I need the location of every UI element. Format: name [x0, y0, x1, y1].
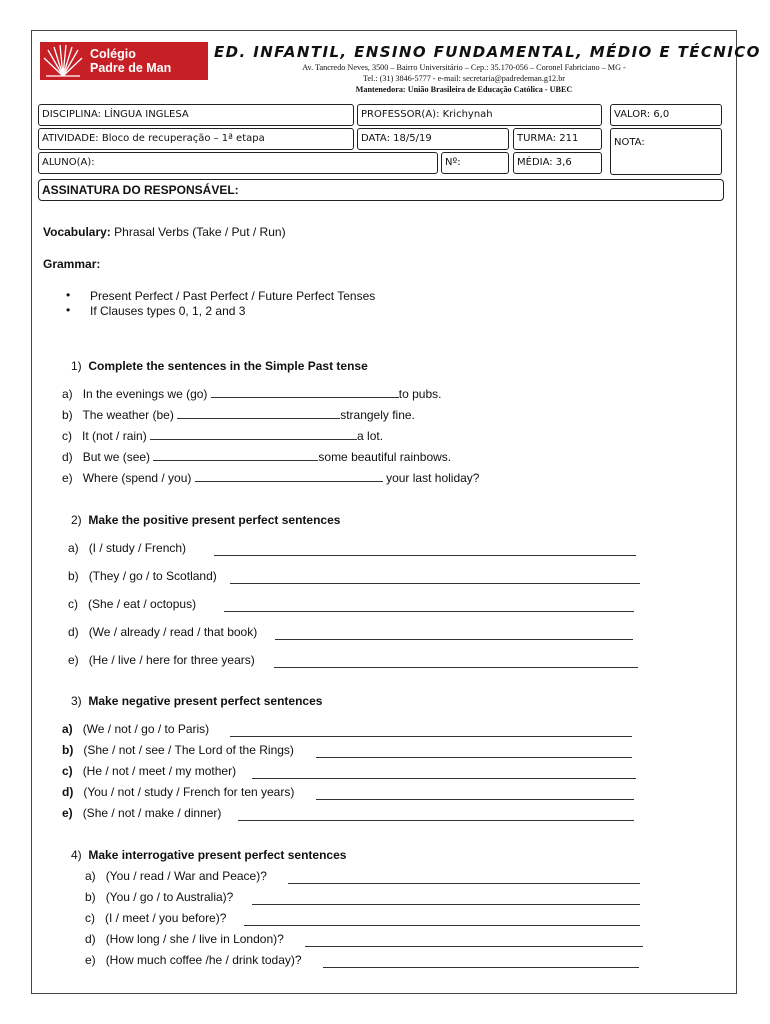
item-letter: e): [62, 806, 73, 820]
item-text: some beautiful rainbows.: [318, 450, 452, 464]
answer-blank[interactable]: [230, 573, 640, 584]
answer-blank[interactable]: [316, 789, 634, 800]
item-text: (I / meet / you before)?: [105, 911, 227, 925]
item-text: (They / go / to Scotland): [88, 569, 217, 583]
address-line: Av. Tancredo Neves, 3500 – Bairro Universitário – Cep.: 35.170-056 – Coronel Fabriciano – MG -: [302, 63, 626, 72]
exercise-2-item-e: [68, 653, 255, 667]
exercise-3-item-b: [62, 743, 294, 757]
item-text: (He / live / here for three years): [88, 653, 255, 667]
turma-field: TURMA: 211: [513, 128, 602, 150]
exercise-4-item-b: [85, 890, 233, 904]
item-letter: a): [62, 722, 73, 736]
item-text: (How much coffee /he / drink today)?: [105, 953, 302, 967]
school-address: [214, 62, 714, 95]
item-text: a lot.: [357, 429, 384, 443]
nota-field: NOTA:: [610, 128, 722, 175]
exercise-1-item-d: [62, 450, 451, 464]
exercise-number: 4): [71, 848, 82, 862]
item-text: But we (see): [82, 450, 154, 464]
item-letter: e): [68, 653, 79, 667]
exercise-2-item-a: [68, 541, 186, 555]
exercise-2-heading: [71, 513, 340, 527]
answer-blank[interactable]: [195, 471, 383, 482]
exercise-title: Make interrogative present perfect sentences: [88, 848, 347, 862]
exercise-4-item-d: [85, 932, 284, 946]
item-text: (She / not / make / dinner): [82, 806, 222, 820]
exercise-number: 3): [71, 694, 82, 708]
vocabulary-text: Phrasal Verbs (Take / Put / Run): [114, 225, 286, 239]
item-letter: e): [62, 471, 73, 485]
item-letter: d): [68, 625, 79, 639]
item-text: It (not / rain): [82, 429, 151, 443]
grammar-bullet: Present Perfect / Past Perfect / Future Perfect Tenses: [90, 289, 376, 303]
item-text: strangely fine.: [340, 408, 415, 422]
exercise-title: Make the positive present perfect sentences: [88, 513, 341, 527]
item-text: In the evenings we (go): [82, 387, 211, 401]
exercise-title: Complete the sentences in the Simple Past tense: [88, 359, 368, 373]
exercise-3-item-c: [62, 764, 236, 778]
item-text: (We / already / read / that book): [88, 625, 258, 639]
grammar-bullet: If Clauses types 0, 1, 2 and 3: [90, 304, 246, 318]
disciplina-field: DISCIPLINA: LÍNGUA INGLESA: [38, 104, 354, 126]
exercise-4-item-c: [85, 911, 226, 925]
item-text: (He / not / meet / my mother): [82, 764, 237, 778]
media-field: MÉDIA: 3,6: [513, 152, 602, 174]
exercise-3-heading: [71, 694, 322, 708]
data-field: DATA: 18/5/19: [357, 128, 509, 150]
exercise-1-item-e: [62, 471, 479, 485]
item-text: The weather (be): [82, 408, 178, 422]
logo-line-2: Padre de Man: [90, 61, 172, 75]
exercise-2-item-c: [68, 597, 196, 611]
item-text: (You / not / study / French for ten years): [83, 785, 295, 799]
item-letter: c): [62, 764, 73, 778]
item-text: (You / read / War and Peace)?: [105, 869, 267, 883]
bullet-icon: •: [66, 303, 71, 317]
exercise-1-item-a: [62, 387, 441, 401]
answer-blank[interactable]: [252, 768, 636, 779]
item-text: Where (spend / you): [82, 471, 195, 485]
exercise-number: 1): [71, 359, 82, 373]
item-letter: b): [62, 408, 73, 422]
item-letter: a): [85, 869, 96, 883]
answer-blank[interactable]: [230, 726, 632, 737]
item-letter: c): [62, 429, 72, 443]
item-text: (You / go / to Australia)?: [105, 890, 234, 904]
answer-blank[interactable]: [274, 657, 638, 668]
answer-blank[interactable]: [316, 747, 632, 758]
school-logo: [40, 42, 208, 80]
item-text: (I / study / French): [88, 541, 187, 555]
answer-blank[interactable]: [252, 894, 640, 905]
item-letter: b): [62, 743, 74, 757]
item-text: (How long / she / live in London)?: [105, 932, 284, 946]
school-title: ED. INFANTIL, ENSINO FUNDAMENTAL, MÉDIO E TÉCNICO: [214, 43, 761, 61]
exercise-2-item-b: [68, 569, 217, 583]
answer-blank[interactable]: [305, 936, 643, 947]
answer-blank[interactable]: [153, 450, 318, 461]
logo-line-1: Colégio: [90, 47, 136, 61]
exercise-1-item-c: [62, 429, 383, 443]
answer-blank[interactable]: [214, 545, 636, 556]
item-letter: a): [68, 541, 79, 555]
exercise-4-heading: [71, 848, 346, 862]
atividade-field: ATIVIDADE: Bloco de recuperação – 1ª etapa: [38, 128, 354, 150]
answer-blank[interactable]: [177, 408, 340, 419]
exercise-2-item-d: [68, 625, 257, 639]
item-letter: c): [68, 597, 78, 611]
exercise-title: Make negative present perfect sentences: [88, 694, 323, 708]
item-text: your last holiday?: [382, 471, 480, 485]
exercise-4-item-a: [85, 869, 267, 883]
item-text: to pubs.: [398, 387, 442, 401]
numero-field: Nº:: [441, 152, 509, 174]
item-letter: d): [62, 450, 73, 464]
item-letter: b): [68, 569, 79, 583]
exercise-1-heading: [71, 359, 368, 373]
item-text: (We / not / go / to Paris): [82, 722, 210, 736]
cathedral-logo-icon: [40, 42, 86, 80]
exercise-4-item-e: [85, 953, 302, 967]
item-letter: b): [85, 890, 96, 904]
assinatura-field: ASSINATURA DO RESPONSÁVEL:: [38, 179, 724, 201]
answer-blank[interactable]: [238, 810, 634, 821]
vocabulary-label: Vocabulary:: [43, 225, 111, 239]
valor-field: VALOR: 6,0: [610, 104, 722, 126]
item-letter: d): [62, 785, 74, 799]
grammar-label: Grammar:: [43, 257, 101, 271]
bullet-icon: •: [66, 288, 71, 302]
answer-blank[interactable]: [224, 601, 634, 612]
item-letter: a): [62, 387, 73, 401]
item-letter: c): [85, 911, 95, 925]
item-text: (She / not / see / The Lord of the Rings): [83, 743, 294, 757]
item-letter: d): [85, 932, 96, 946]
answer-blank[interactable]: [244, 915, 640, 926]
aluno-field: ALUNO(A):: [38, 152, 438, 174]
answer-blank[interactable]: [288, 873, 640, 884]
vocabulary-line: [43, 225, 286, 239]
exercise-3-item-e: [62, 806, 221, 820]
exercise-number: 2): [71, 513, 82, 527]
item-letter: e): [85, 953, 96, 967]
item-text: (She / eat / octopus): [88, 597, 197, 611]
answer-blank[interactable]: [150, 429, 357, 440]
professor-field: PROFESSOR(A): Krichynah: [357, 104, 602, 126]
answer-blank[interactable]: [211, 387, 399, 398]
contact-line: Tel.: (31) 3846-5777 - e-mail: secretaria@padredeman.g12.br: [362, 74, 566, 83]
exercise-3-item-d: [62, 785, 294, 799]
answer-blank[interactable]: [323, 957, 639, 968]
exercise-1-item-b: [62, 408, 415, 422]
exercise-3-item-a: [62, 722, 209, 736]
maintainer-line: Mantenedora: União Brasileira de Educação Católica - UBEC: [355, 85, 573, 94]
answer-blank[interactable]: [275, 629, 633, 640]
